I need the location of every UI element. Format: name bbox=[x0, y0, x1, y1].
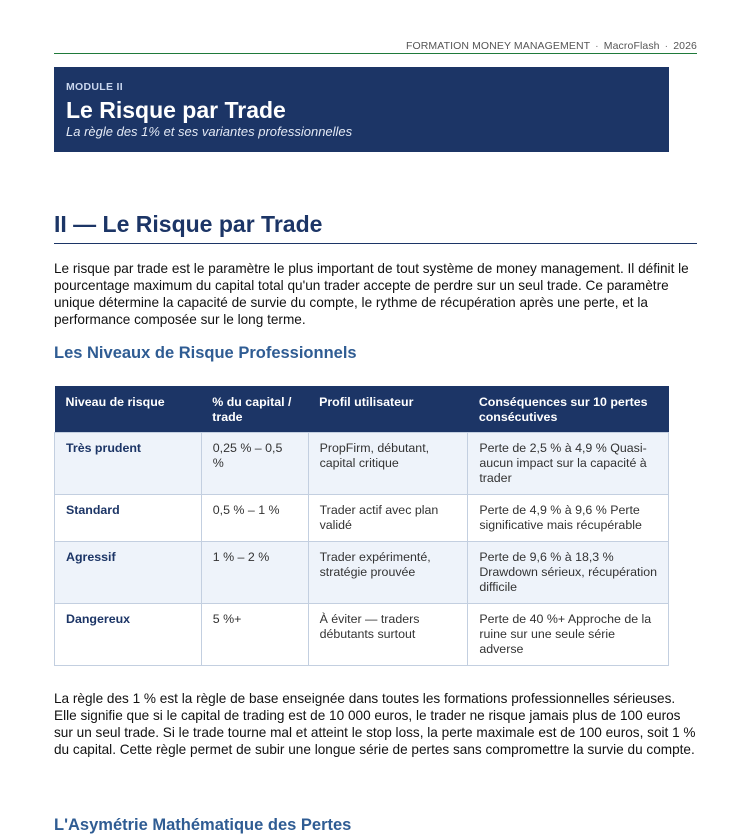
section-heading-divider bbox=[54, 243, 697, 244]
loss-asymmetry-heading: L'Asymétrie Mathématique des Pertes bbox=[54, 816, 352, 834]
cell-profile: À éviter — traders débutants surtout bbox=[308, 604, 468, 666]
column-header-percent: % du capital / trade bbox=[201, 386, 308, 433]
risk-levels-table bbox=[54, 386, 669, 666]
module-title: Le Risque par Trade bbox=[66, 97, 286, 123]
running-header bbox=[54, 40, 697, 52]
cell-level: Standard bbox=[55, 495, 202, 542]
cell-profile: Trader expérimenté, stratégie prouvée bbox=[308, 542, 468, 604]
table-row bbox=[55, 495, 669, 542]
intro-paragraph: Le risque par trade est le paramètre le plus important de tout système de money management. Il définit le pourcentage maximum du capital total qu'un trader accepte de perdre sur un seul trade. Ce paramètre unique détermine la capacité de survie du compte, le rythme de récupération après une perte, et la performance composée sur le long terme. bbox=[54, 261, 689, 327]
table-header-row bbox=[55, 386, 669, 433]
running-header-brand: MacroFlash bbox=[603, 40, 660, 52]
cell-percent: 0,25 % – 0,5 % bbox=[201, 433, 308, 495]
table-row bbox=[55, 542, 669, 604]
cell-percent: 0,5 % – 1 % bbox=[201, 495, 308, 542]
cell-level: Très prudent bbox=[55, 433, 202, 495]
table-row bbox=[55, 604, 669, 666]
running-header-separator-2: · bbox=[664, 40, 669, 52]
one-percent-rule-paragraph: La règle des 1 % est la règle de base enseignée dans toutes les formations professionnelles sérieuses. Elle signifie que si le capital de trading est de 10 000 euros, le trader ne risque jamais plus de 100 euros sur un seul trade. Si le trade tourne mal et atteint le stop loss, la perte maximale est de 100 euros, soit 1 % du capital. Cette règle permet de subir une longue série de pertes sans compromettre la survie du compte. bbox=[54, 691, 696, 757]
column-header-level: Niveau de risque bbox=[55, 386, 202, 433]
cell-consequence: Perte de 2,5 % à 4,9 % Quasi-aucun impact sur la capacité à trader bbox=[468, 433, 669, 495]
cell-percent: 1 % – 2 % bbox=[201, 542, 308, 604]
cell-profile: Trader actif avec plan validé bbox=[308, 495, 468, 542]
cell-consequence: Perte de 40 %+ Approche de la ruine sur une seule série adverse bbox=[468, 604, 669, 666]
cell-consequence: Perte de 4,9 % à 9,6 % Perte significative mais récupérable bbox=[468, 495, 669, 542]
cell-profile: PropFirm, débutant, capital critique bbox=[308, 433, 468, 495]
module-subtitle: La règle des 1% et ses variantes professionnelles bbox=[66, 124, 353, 139]
cell-level: Dangereux bbox=[55, 604, 202, 666]
running-header-year: 2026 bbox=[673, 40, 697, 52]
module-banner bbox=[54, 67, 669, 152]
cell-level: Agressif bbox=[55, 542, 202, 604]
column-header-consequences: Conséquences sur 10 pertes consécutives bbox=[468, 386, 669, 433]
table-row bbox=[55, 433, 669, 495]
section-heading: II — Le Risque par Trade bbox=[54, 211, 323, 237]
column-header-profile: Profil utilisateur bbox=[308, 386, 468, 433]
risk-levels-heading: Les Niveaux de Risque Professionnels bbox=[54, 344, 357, 362]
running-header-course: FORMATION MONEY MANAGEMENT bbox=[405, 40, 591, 52]
header-divider bbox=[54, 53, 697, 54]
cell-percent: 5 %+ bbox=[201, 604, 308, 666]
module-kicker: MODULE II bbox=[66, 81, 123, 93]
running-header-separator: · bbox=[595, 40, 599, 52]
cell-consequence: Perte de 9,6 % à 18,3 % Drawdown sérieux, récupération difficile bbox=[468, 542, 669, 604]
